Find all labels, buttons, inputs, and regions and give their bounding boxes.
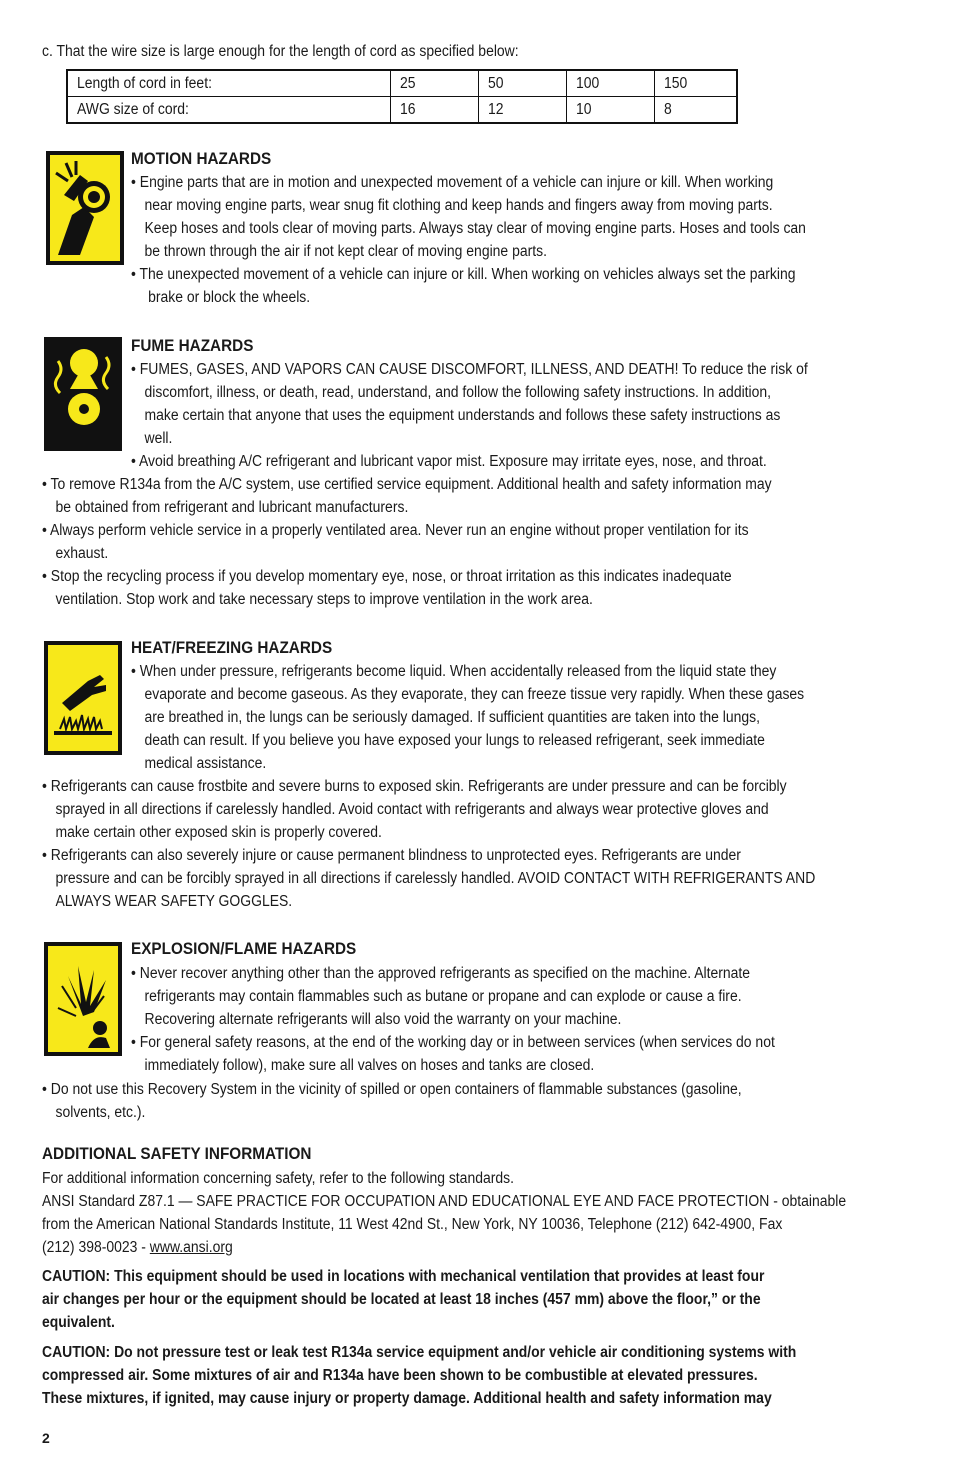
- text-line: Keep hoses and tools clear of moving parts. Always stay clear of moving engine parts. Hoses and tools can: [144, 220, 806, 237]
- text-line: equivalent.: [42, 1314, 115, 1331]
- fume-hazards-text: [131, 358, 883, 473]
- text-line: For additional information concerning safety, refer to the following standards.: [42, 1170, 514, 1187]
- text-line: Recovering alternate refrigerants will also void the warranty on your machine.: [144, 1011, 622, 1028]
- caution-pressure-test: [42, 1341, 880, 1410]
- text-line: near moving engine parts, wear snug fit clothing and keep hands and fingers away from moving parts.: [144, 197, 773, 214]
- caution-ventilation: [42, 1265, 845, 1334]
- text-line: solvents, etc.).: [55, 1104, 146, 1121]
- table-cell: 12: [488, 101, 504, 118]
- table-cell: 8: [664, 101, 672, 118]
- text-line: • Engine parts that are in motion and unexpected movement of a vehicle can injure or kill. When working: [131, 174, 774, 191]
- cord-intro-text: c. That the wire size is large enough for the length of cord as specified below:: [42, 43, 519, 60]
- table-cell: 25: [400, 75, 416, 92]
- page-number: 2: [42, 1430, 50, 1446]
- text-line: • To remove R134a from the A/C system, use certified service equipment. Additional health and safety information may: [42, 476, 772, 493]
- table-cell: AWG size of cord:: [77, 101, 189, 118]
- text-line: pressure and can be forcibly sprayed in all directions if carelessly handled. AVOID CONTACT WITH REFRIGERANTS AND: [55, 870, 816, 887]
- text-line: • Do not use this Recovery System in the vicinity of spilled or open containers of flammable substances (gasoline,: [42, 1081, 742, 1098]
- fax-text: (212) 398-0023 -: [42, 1239, 150, 1256]
- fume-hazard-icon: [44, 337, 122, 451]
- explosion-flame-hazard-icon: [44, 942, 122, 1056]
- text-line: These mixtures, if ignited, may cause injury or property damage. Additional health and safety information may: [42, 1390, 772, 1407]
- text-line: CAUTION: Do not pressure test or leak test R134a service equipment and/or vehicle air conditioning systems with: [42, 1344, 797, 1361]
- text-line: • FUMES, GASES, AND VAPORS CAN CAUSE DISCOMFORT, ILLNESS, AND DEATH! To reduce the risk of: [131, 361, 808, 378]
- motion-hazard-icon: [46, 151, 124, 265]
- text-line: ventilation. Stop work and take necessary steps to improve ventilation in the work area.: [55, 591, 593, 608]
- text-line: • Refrigerants can cause frostbite and severe burns to exposed skin. Refrigerants are under pressure and can be forcibly: [42, 778, 787, 795]
- table-cell: 150: [664, 75, 688, 92]
- additional-safety-text: [42, 1167, 936, 1259]
- text-line: well.: [144, 430, 173, 447]
- text-line: [42, 1236, 846, 1259]
- fume-hazards-heading: FUME HAZARDS: [131, 336, 254, 355]
- text-line: evaporate and become gaseous. As they evaporate, they can freeze tissue very rapidly. When these gases: [144, 686, 805, 703]
- additional-safety-heading: ADDITIONAL SAFETY INFORMATION: [42, 1144, 312, 1163]
- text-line: be thrown through the air if not kept clear of moving engine parts.: [144, 243, 547, 260]
- text-line: • The unexpected movement of a vehicle can injure or kill. When working on vehicles always set the parking: [131, 266, 796, 283]
- text-line: • Stop the recycling process if you develop momentary eye, nose, or throat irritation as this indicates inadequate: [42, 568, 732, 585]
- text-line: refrigerants may contain flammables such as butane or propane and can explode or cause a fire.: [144, 988, 742, 1005]
- text-line: discomfort, illness, or death, read, understand, and follow the following safety instructions. In addition,: [144, 384, 772, 401]
- text-line: ANSI Standard Z87.1 — SAFE PRACTICE FOR OCCUPATION AND EDUCATIONAL EYE AND FACE PROTECTION - obtainable: [42, 1193, 847, 1210]
- text-line: • Refrigerants can also severely injure or cause permanent blindness to unprotected eyes. Refrigerants are under: [42, 847, 741, 864]
- text-line: make certain other exposed skin is properly covered.: [55, 824, 382, 841]
- text-line: • Always perform vehicle service in a properly ventilated area. Never run an engine without proper ventilation for its: [42, 522, 749, 539]
- text-line: medical assistance.: [144, 755, 267, 772]
- text-line: • Avoid breathing A/C refrigerant and lubricant vapor mist. Exposure may irritate eyes, nose, and throat.: [131, 453, 767, 470]
- text-line: • Never recover anything other than the approved refrigerants as specified on the machine. Alternate: [131, 965, 751, 982]
- text-line: air changes per hour or the equipment should be located at least 18 inches (457 mm) above the floor,” or the: [42, 1291, 761, 1308]
- heat-freezing-hazards-text: [131, 660, 879, 775]
- table-cell: 100: [576, 75, 600, 92]
- heat-freezing-hazards-heading: HEAT/FREEZING HAZARDS: [131, 638, 333, 657]
- text-line: ALWAYS WEAR SAFETY GOGGLES.: [55, 893, 293, 910]
- table-cell: 50: [488, 75, 504, 92]
- text-line: death can result. If you believe you have exposed your lungs to released refrigerant, seek immediate: [144, 732, 765, 749]
- text-line: sprayed in all directions if carelessly handled. Avoid contact with refrigerants and always wear protective gloves and: [55, 801, 769, 818]
- text-line: CAUTION: This equipment should be used in locations with mechanical ventilation that provides at least four: [42, 1268, 765, 1285]
- text-line: exhaust.: [55, 545, 109, 562]
- table-cell: 16: [400, 101, 416, 118]
- text-line: make certain that anyone that uses the equipment understands and follows these safety instructions as: [144, 407, 781, 424]
- motion-hazards-heading: MOTION HAZARDS: [131, 149, 272, 168]
- table-row: [67, 70, 737, 97]
- explosion-flame-hazards-full-text: [42, 1078, 819, 1124]
- text-line: be obtained from refrigerant and lubricant manufacturers.: [55, 499, 409, 516]
- explosion-flame-hazards-heading: EXPLOSION/FLAME HAZARDS: [131, 939, 357, 958]
- fume-hazards-full-text: [42, 473, 853, 611]
- text-line: brake or block the wheels.: [148, 289, 311, 306]
- text-line: compressed air. Some mixtures of air and R134a have been shown to be combustible at elevated pressures.: [42, 1367, 758, 1384]
- text-line: immediately follow), make sure all valves on hoses and tanks are closed.: [144, 1057, 595, 1074]
- motion-hazards-text: [131, 171, 881, 309]
- ansi-website-link[interactable]: www.ansi.org: [149, 1239, 233, 1256]
- text-line: • For general safety reasons, at the end of the working day or in between services (when services do not: [131, 1034, 775, 1051]
- table-row: [67, 97, 737, 124]
- heat-freezing-hazard-icon: [44, 641, 122, 755]
- table-cell: Length of cord in feet:: [77, 75, 212, 92]
- explosion-flame-hazards-text: [131, 962, 846, 1077]
- text-line: from the American National Standards Institute, 11 West 42nd St., New York, NY 10036, Telephone (212) 642-4900, Fax: [42, 1216, 783, 1233]
- heat-freezing-hazards-full-text: [42, 775, 901, 913]
- text-line: are breathed in, the lungs can be seriously damaged. If sufficient quantities are taken into the lungs,: [144, 709, 760, 726]
- cord-size-table: [66, 69, 738, 124]
- text-line: • When under pressure, refrigerants become liquid. When accidentally released from the liquid state they: [131, 663, 777, 680]
- table-cell: 10: [576, 101, 592, 118]
